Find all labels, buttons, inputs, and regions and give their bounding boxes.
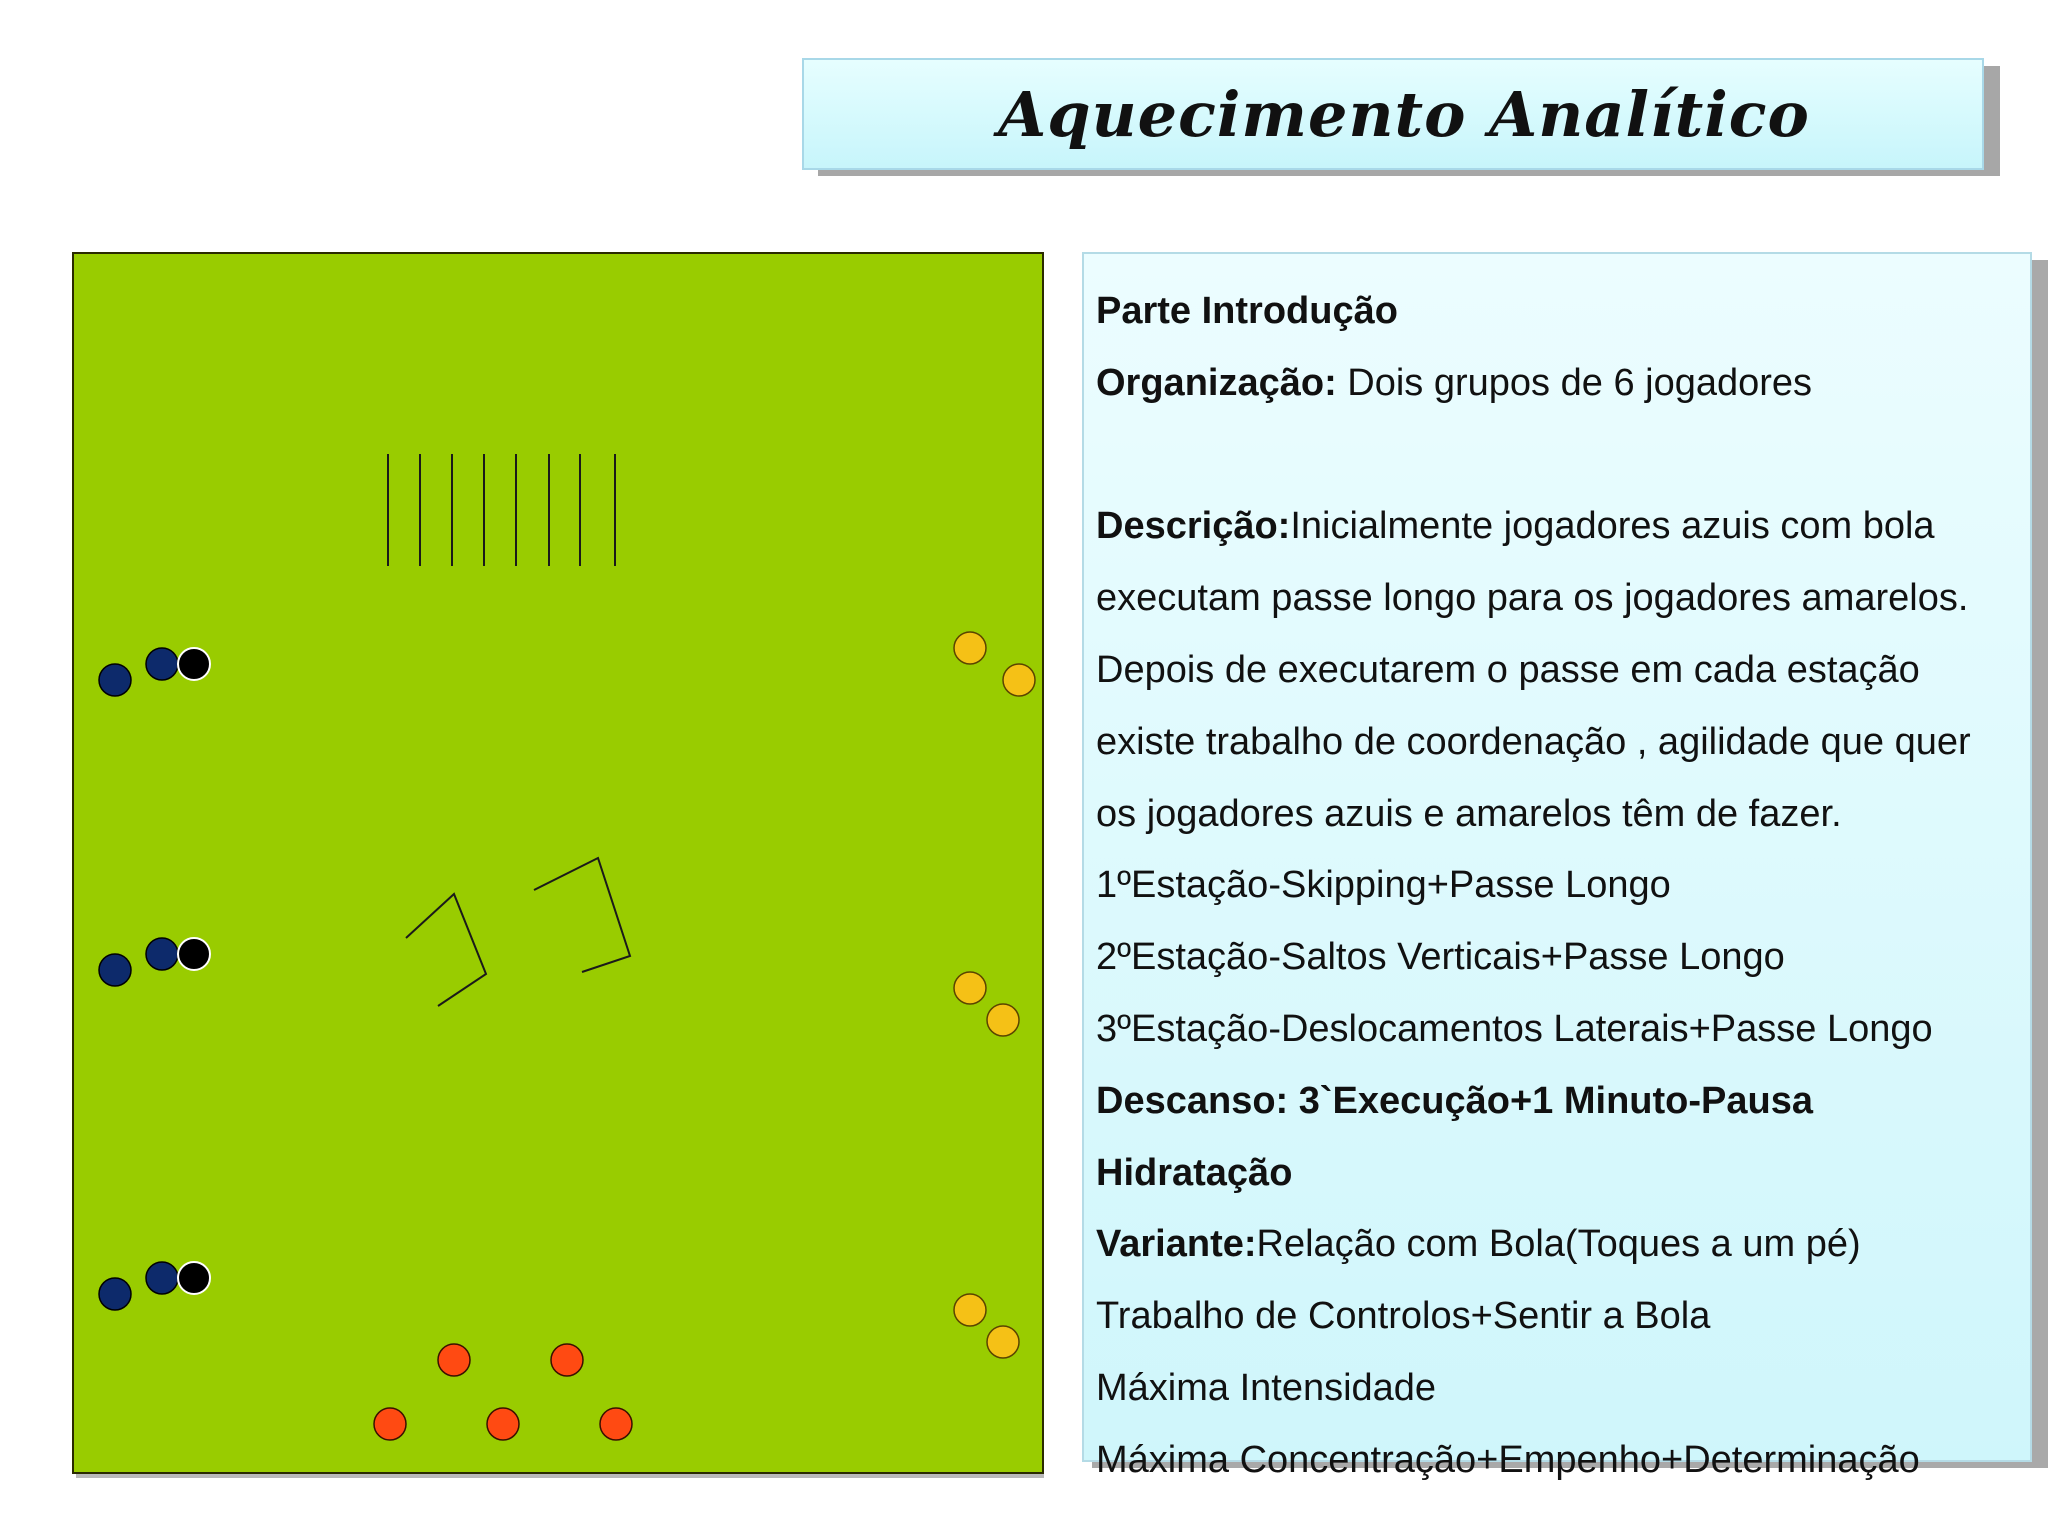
station-line: 3ºEstação-Deslocamentos Laterais+Passe Longo [1096,1007,1933,1050]
descricao-label: Descrição: [1096,505,1291,548]
panel-heading: Parte Introdução [1096,290,1398,332]
blue-player [99,664,131,696]
yellow-player [954,632,986,664]
ball [178,938,210,970]
page-title: Aquecimento Analítico [998,77,1810,151]
station-line: 1ºEstação-Skipping+Passe Longo [1096,864,1671,907]
orange-player [487,1408,519,1440]
station-2-group [99,938,210,986]
note-line: Trabalho de Controlos+Sentir a Bola [1096,1295,1711,1338]
orange-player [438,1344,470,1376]
descricao-line: os jogadores azuis e amarelos têm de fazer. [1096,792,1842,835]
blue-player [99,954,131,986]
orange-player [551,1344,583,1376]
orange-player [374,1408,406,1440]
hurdle-left-icon [406,894,486,1006]
skipping-ladder-icon [388,454,615,566]
blank-line [1096,420,2030,492]
note-line: Máxima Concentração+Empenho+Determinação [1096,1438,1920,1481]
blue-player [146,938,178,970]
organizacao-text: Dois grupos de 6 jogadores [1336,361,1813,404]
note-line: Máxima Intensidade [1096,1366,1437,1409]
field-diagram [74,254,1042,1472]
variante-text: Relação com Bola(Toques a um pé) [1256,1223,1861,1266]
yellow-player [954,972,986,1004]
yellow-player [1003,664,1035,696]
yellow-player [987,1326,1019,1358]
blue-player [99,1278,131,1310]
ball [178,1262,210,1294]
description-panel [1082,252,2032,1481]
descricao-text: Inicialmente jogadores azuis com bola [1290,505,1935,548]
blue-player [146,1262,178,1294]
orange-player [600,1408,632,1440]
training-field [72,252,1044,1474]
orange-players [374,1344,632,1440]
descricao-line: Depois de executarem o passe em cada estação [1096,648,1920,691]
organizacao-line [1096,348,2030,420]
descricao-line: executam passe longo para os jogadores amarelos. [1096,577,1969,620]
variante-line [1096,1209,2030,1281]
station-3-group [99,1262,210,1310]
variante-label: Variante: [1096,1223,1257,1266]
organizacao-label: Organização: [1096,361,1337,404]
yellow-players [954,632,1035,1358]
yellow-player [987,1004,1019,1036]
station-1-group [99,648,210,696]
station-line: 2ºEstação-Saltos Verticais+Passe Longo [1096,936,1785,979]
hidratacao-line: Hidratação [1096,1151,1293,1194]
yellow-player [954,1294,986,1326]
blue-player [146,648,178,680]
ball [178,648,210,680]
title-banner [802,58,1984,170]
descanso-line: Descanso: 3`Execução+1 Minuto-Pausa [1096,1079,1813,1122]
descricao-line [1096,491,2030,563]
hurdle-right-icon [534,858,630,972]
descricao-line: existe trabalho de coordenação , agilidade que quer [1096,720,1971,763]
